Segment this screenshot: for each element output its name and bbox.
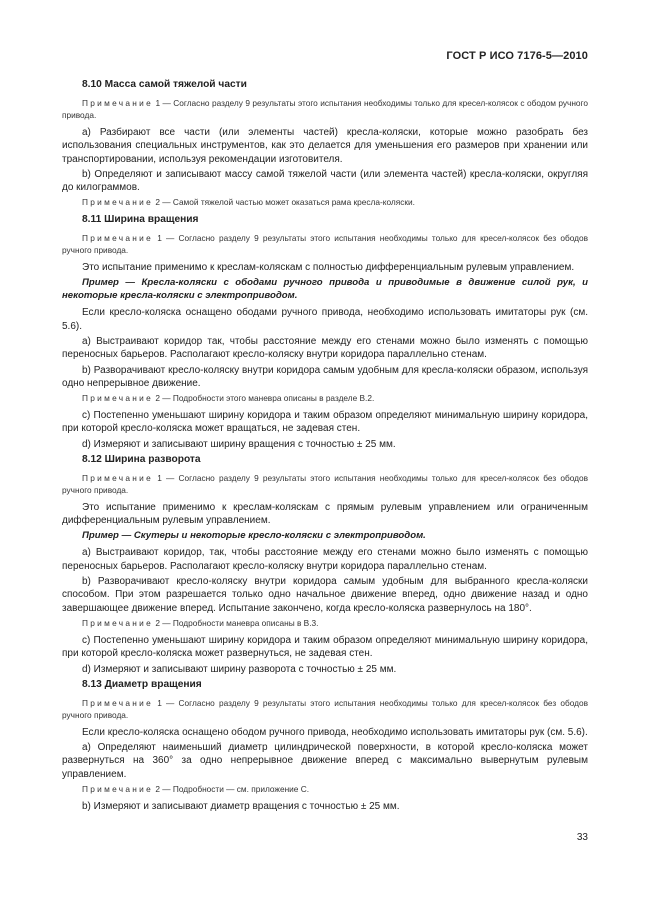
note-text: 2 — Подробности этого маневра описаны в разделе В.2. [153, 393, 375, 404]
paragraph: Если кресло-коляска оснащено ободом ручного привода, необходимо использовать имитаторы рук (см. 5.6). [82, 726, 588, 738]
note-text: 2 — Самой тяжелой частью может оказаться рама кресла-коляски. [153, 197, 415, 208]
paragraph: b) Измеряют и записывают диаметр вращения с точностью ± 25 мм. [82, 801, 400, 812]
example: Пример — Кресла-коляски с ободами ручного привода и приводимые в движение силой рук, и некоторые кресла-коляски с электроприводом. [62, 276, 588, 301]
note [62, 232, 588, 256]
note [62, 97, 588, 121]
paragraph: Это испытание применимо к креслам-коляскам с полностью дифференциальным рулевым управлением. [82, 262, 575, 274]
note [62, 472, 588, 496]
page-body [62, 78, 588, 815]
note-label: Примечание [82, 98, 154, 108]
section-heading: 8.12 Ширина разворота [82, 454, 201, 466]
paragraph: Если кресло-коляска оснащено ободами ручного привода, необходимо использовать имитаторы рук (см. 5.6). [62, 307, 588, 332]
note-text: 1 — Согласно разделу 9 результаты этого испытания необходимы только для кресел-колясок без ободов ручного привода. [62, 697, 588, 720]
note-text: 1 — Согласно разделу 9 результаты этого испытания необходимы только для кресел-колясок с ободом ручного привода. [62, 98, 588, 120]
note-label: Примечание [82, 197, 154, 208]
note-label: Примечание [82, 697, 154, 708]
paragraph: d) Измеряют и записывают ширину разворота с точностью ± 25 мм. [82, 663, 397, 675]
note-label: Примечание [82, 393, 154, 404]
paragraph: b) Разворачивают кресло-коляску внутри коридора самым удобным для кресла-коляски образом, используя одно непрерывное движение. [62, 364, 588, 389]
paragraph: a) Выстраивают коридор, так, чтобы расстояние между его стенами можно было изменять с помощью переносных барьеров. Располагают кресло-коляску внутри коридора параллельно стенам. [62, 547, 588, 572]
note [62, 697, 588, 721]
note [62, 617, 588, 629]
paragraph: c) Постепенно уменьшают ширину коридора и таким образом определяют минимальную ширину коридора, при которой кресло-коляска может вращаться, не задевая стен. [62, 410, 588, 435]
example: Пример — Скутеры и некоторые кресло-коляски с электроприводом. [82, 529, 426, 541]
section-heading: 8.13 Диаметр вращения [82, 678, 202, 690]
paragraph: d) Измеряют и записывают ширину вращения с точностью ± 25 мм. [82, 438, 396, 450]
note-text: 1 — Согласно разделу 9 результаты этого испытания необходимы только для кресел-колясок без ободов ручного привода. [62, 233, 588, 256]
note-label: Примечание [82, 233, 154, 244]
section-heading: 8.10 Масса самой тяжелой части [82, 79, 247, 90]
paragraph: a) Разбирают все части (или элементы частей) кресла-коляски, которые можно разобрать без использования специальных инструментов, как это делается для уменьшения его размеров при хранении или транспортировании, используя рекомендации изготовителя. [62, 127, 588, 165]
section-heading: 8.11 Ширина вращения [82, 214, 199, 226]
paragraph: a) Определяют наименьший диаметр цилиндрической поверхности, в которой кресло-коляска может развернуться на 360° за одно непрерывное движение вперед с максимально вывернутым рулевым управлением. [62, 742, 588, 780]
paragraph: b) Разворачивают кресло-коляску внутри коридора самым удобным для выбранного кресла-коляски способом. При этом разрешается только одно начальное движение вперед, одно движение назад и одно завершающее движение вперед. Испытание закончено, когда кресло-коляска развернулось на 180°. [62, 576, 588, 614]
note-label: Примечание [82, 473, 154, 484]
note-label: Примечание [82, 784, 154, 794]
paragraph: b) Определяют и записывают массу самой тяжелой части (или элемента частей) кресла-коляски, округляя до килограммов. [62, 168, 588, 194]
note [62, 196, 588, 208]
paragraph: a) Выстраивают коридор так, чтобы расстояние между его стенами можно было изменять с помощью переносных барьеров. Располагают кресло-коляску внутри коридора параллельно стенам. [62, 335, 588, 361]
note [62, 392, 588, 404]
document-id-header: ГОСТ Р ИСО 7176-5—2010 [446, 50, 588, 62]
paragraph: Это испытание применимо к креслам-коляскам с прямым рулевым управлением или ограниченным дифференциальным рулевым управлением. [62, 502, 588, 527]
note-text: 2 — Подробности — см. приложение С. [153, 784, 310, 794]
note-text: 2 — Подробности маневра описаны в В.3. [153, 617, 319, 628]
note-label: Примечание [82, 617, 154, 628]
note [62, 783, 588, 795]
page-number: 33 [576, 832, 588, 843]
note-text: 1 — Согласно разделу 9 результаты этого испытания необходимы только для кресел-колясок без ободов ручного привода. [62, 473, 588, 496]
paragraph: c) Постепенно уменьшают ширину коридора и таким образом определяют минимальную ширину коридора, при которой кресло-коляска может развернуться, не задевая стен. [62, 634, 588, 660]
